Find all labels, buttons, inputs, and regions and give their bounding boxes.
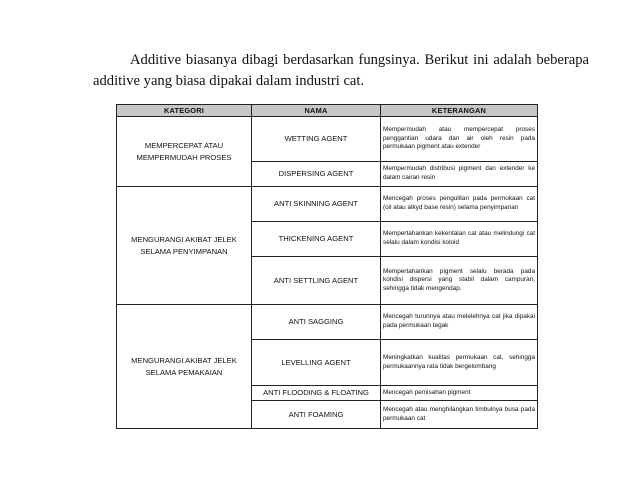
keterangan-cell: Mempertahankan kekentalan cat atau melindungi cat selalu dalam kondisi koloid [381,222,538,257]
intro-paragraph [93,50,589,92]
header-keterangan: KETERANGAN [381,105,538,117]
nama-cell: ANTI SKINNING AGENT [252,187,381,222]
nama-cell: ANTI FLOODING & FLOATING [252,386,381,401]
additive-table [116,104,538,429]
keterangan-cell: Mencegah turunnya atau melelehnya cat jika dipakai pada permukaan tegak [381,305,538,340]
header-kategori: KATEGORI [117,105,252,117]
table-row [117,305,538,340]
intro-text: Additive biasanya dibagi berdasarkan fungsinya. Berikut ini adalah beberapa additive yang biasa dipakai dalam industri cat. [93,52,589,89]
nama-cell: ANTI FOAMING [252,401,381,429]
nama-cell: ANTI SAGGING [252,305,381,340]
keterangan-cell: Mempermudah atau mempercepat proses penggantian udara dan air oleh resin pada permukaan pigment atau extender [381,117,538,162]
table-row [117,187,538,222]
keterangan-cell: Mencegah pemisahan pigment [381,386,538,401]
header-nama: NAMA [252,105,381,117]
nama-cell: THICKENING AGENT [252,222,381,257]
nama-cell: ANTI SETTLING AGENT [252,257,381,305]
nama-cell: WETTING AGENT [252,117,381,162]
category-cell: MENGURANGI AKIBAT JELEK SELAMA PENYIMPANAN [117,187,252,305]
keterangan-cell: Mencegah proses pengulitan pada permukaan cat (oil atau alkyd base resin) selama penyimpanan [381,187,538,222]
nama-cell: LEVELLING AGENT [252,340,381,386]
keterangan-cell: Mencegah atau menghilangkan timbulnya busa pada permukaan cat [381,401,538,429]
table-header-row [117,105,538,117]
keterangan-cell: Mempermudah distribusi pigment dan extender ke dalam cairan resin [381,162,538,187]
category-cell: MENGURANGI AKIBAT JELEK SELAMA PEMAKAIAN [117,305,252,429]
keterangan-cell: Mempertahankan pigment selalu berada pada kondisi dispersi yang stabil dalam campuran, sehingga tidak mengendap. [381,257,538,305]
keterangan-cell: Meningkatkan kualitas permukaan cat, sehingga permukaannya rata tidak bergelombang [381,340,538,386]
table-row [117,117,538,162]
nama-cell: DISPERSING AGENT [252,162,381,187]
category-cell: MEMPERCEPAT ATAU MEMPERMUDAH PROSES [117,117,252,187]
